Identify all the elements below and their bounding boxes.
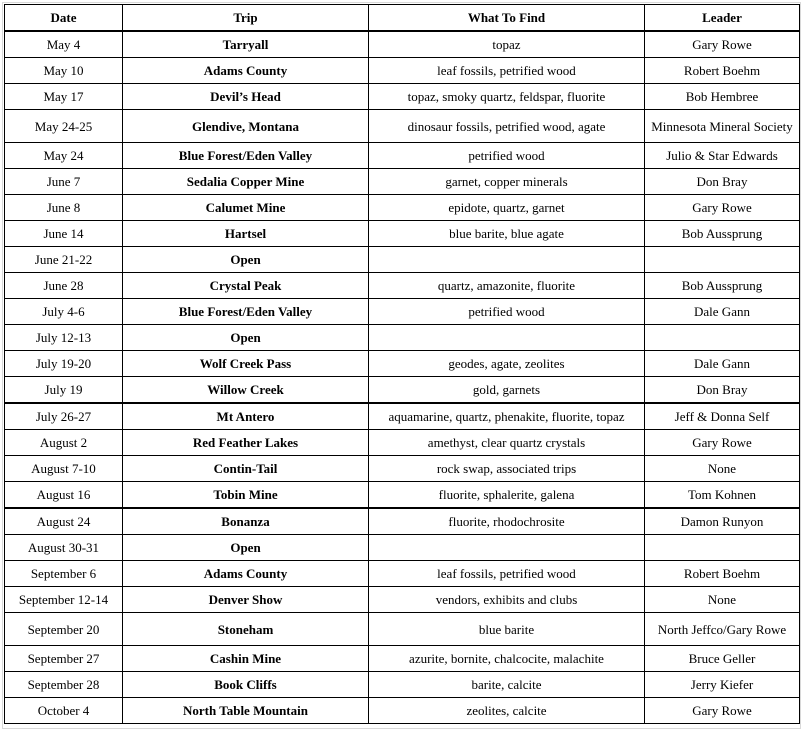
cell-leader: Bob Hembree (645, 84, 800, 110)
cell-trip: Contin-Tail (123, 456, 369, 482)
cell-date: June 21-22 (5, 247, 123, 273)
cell-what-to-find: rock swap, associated trips (369, 456, 645, 482)
cell-date: June 28 (5, 273, 123, 299)
cell-what-to-find (369, 325, 645, 351)
header-what-to-find: What To Find (369, 5, 645, 32)
table-row (5, 31, 800, 58)
cell-leader: None (645, 456, 800, 482)
cell-trip: Devil’s Head (123, 84, 369, 110)
cell-trip: Willow Creek (123, 377, 369, 404)
cell-date: September 6 (5, 561, 123, 587)
table-row (5, 482, 800, 509)
cell-trip: Blue Forest/Eden Valley (123, 143, 369, 169)
table-row (5, 221, 800, 247)
cell-trip: Adams County (123, 58, 369, 84)
cell-trip: Hartsel (123, 221, 369, 247)
cell-trip: Sedalia Copper Mine (123, 169, 369, 195)
header-leader: Leader (645, 5, 800, 32)
table-row (5, 273, 800, 299)
cell-leader: Robert Boehm (645, 58, 800, 84)
cell-leader: Minnesota Mineral Society (645, 110, 800, 143)
cell-leader: Gary Rowe (645, 698, 800, 724)
table-row (5, 247, 800, 273)
cell-leader (645, 535, 800, 561)
cell-leader: Gary Rowe (645, 31, 800, 58)
table-row (5, 403, 800, 430)
header-date: Date (5, 5, 123, 32)
cell-what-to-find: blue barite (369, 613, 645, 646)
cell-trip: Mt Antero (123, 403, 369, 430)
cell-trip: Book Cliffs (123, 672, 369, 698)
cell-trip: Open (123, 535, 369, 561)
cell-date: September 12-14 (5, 587, 123, 613)
cell-date: September 28 (5, 672, 123, 698)
cell-trip: Denver Show (123, 587, 369, 613)
table-row (5, 84, 800, 110)
table-row (5, 169, 800, 195)
cell-trip: Glendive, Montana (123, 110, 369, 143)
cell-leader: Don Bray (645, 377, 800, 404)
cell-leader: Dale Gann (645, 299, 800, 325)
table-row (5, 613, 800, 646)
cell-leader: Don Bray (645, 169, 800, 195)
cell-leader: Julio & Star Edwards (645, 143, 800, 169)
cell-what-to-find: leaf fossils, petrified wood (369, 58, 645, 84)
table-row (5, 587, 800, 613)
cell-date: June 7 (5, 169, 123, 195)
cell-what-to-find: gold, garnets (369, 377, 645, 404)
cell-what-to-find: barite, calcite (369, 672, 645, 698)
cell-date: July 19-20 (5, 351, 123, 377)
cell-what-to-find: blue barite, blue agate (369, 221, 645, 247)
field-trip-schedule-table (4, 4, 800, 724)
cell-trip: Stoneham (123, 613, 369, 646)
cell-what-to-find: fluorite, sphalerite, galena (369, 482, 645, 509)
cell-date: August 24 (5, 508, 123, 535)
cell-what-to-find: leaf fossils, petrified wood (369, 561, 645, 587)
cell-date: August 2 (5, 430, 123, 456)
cell-what-to-find: petrified wood (369, 299, 645, 325)
cell-what-to-find: geodes, agate, zeolites (369, 351, 645, 377)
cell-trip: Crystal Peak (123, 273, 369, 299)
cell-date: August 16 (5, 482, 123, 509)
cell-trip: Wolf Creek Pass (123, 351, 369, 377)
table-row (5, 58, 800, 84)
cell-trip: Bonanza (123, 508, 369, 535)
cell-date: July 4-6 (5, 299, 123, 325)
cell-date: May 4 (5, 31, 123, 58)
cell-what-to-find: zeolites, calcite (369, 698, 645, 724)
cell-trip: Tobin Mine (123, 482, 369, 509)
cell-date: June 8 (5, 195, 123, 221)
cell-what-to-find (369, 247, 645, 273)
cell-trip: Blue Forest/Eden Valley (123, 299, 369, 325)
table-row (5, 430, 800, 456)
cell-leader: None (645, 587, 800, 613)
cell-date: June 14 (5, 221, 123, 247)
cell-date: May 17 (5, 84, 123, 110)
cell-what-to-find (369, 535, 645, 561)
header-row (5, 5, 800, 32)
cell-trip: North Table Mountain (123, 698, 369, 724)
cell-leader: Bob Aussprung (645, 273, 800, 299)
table-row (5, 351, 800, 377)
cell-what-to-find: petrified wood (369, 143, 645, 169)
cell-what-to-find: topaz (369, 31, 645, 58)
cell-date: August 7-10 (5, 456, 123, 482)
cell-what-to-find: fluorite, rhodochrosite (369, 508, 645, 535)
cell-leader: Tom Kohnen (645, 482, 800, 509)
table-row (5, 508, 800, 535)
cell-what-to-find: epidote, quartz, garnet (369, 195, 645, 221)
cell-what-to-find: amethyst, clear quartz crystals (369, 430, 645, 456)
cell-leader: Bob Aussprung (645, 221, 800, 247)
cell-leader: Jeff & Donna Self (645, 403, 800, 430)
table-row (5, 561, 800, 587)
cell-leader: North Jeffco/Gary Rowe (645, 613, 800, 646)
table-row (5, 456, 800, 482)
cell-date: September 20 (5, 613, 123, 646)
cell-date: September 27 (5, 646, 123, 672)
table-row (5, 698, 800, 724)
cell-leader: Bruce Geller (645, 646, 800, 672)
cell-date: July 12-13 (5, 325, 123, 351)
cell-trip: Adams County (123, 561, 369, 587)
cell-what-to-find: aquamarine, quartz, phenakite, fluorite, topaz (369, 403, 645, 430)
cell-trip: Tarryall (123, 31, 369, 58)
cell-what-to-find: vendors, exhibits and clubs (369, 587, 645, 613)
cell-what-to-find: azurite, bornite, chalcocite, malachite (369, 646, 645, 672)
table-body (5, 31, 800, 724)
table-row (5, 672, 800, 698)
cell-trip: Open (123, 325, 369, 351)
cell-date: May 24 (5, 143, 123, 169)
cell-date: July 26-27 (5, 403, 123, 430)
cell-date: October 4 (5, 698, 123, 724)
cell-trip: Red Feather Lakes (123, 430, 369, 456)
header-trip: Trip (123, 5, 369, 32)
cell-what-to-find: topaz, smoky quartz, feldspar, fluorite (369, 84, 645, 110)
cell-trip: Calumet Mine (123, 195, 369, 221)
table-row (5, 110, 800, 143)
cell-date: May 24-25 (5, 110, 123, 143)
cell-leader: Dale Gann (645, 351, 800, 377)
cell-what-to-find: garnet, copper minerals (369, 169, 645, 195)
cell-leader: Robert Boehm (645, 561, 800, 587)
cell-leader: Gary Rowe (645, 195, 800, 221)
cell-leader (645, 325, 800, 351)
cell-leader: Jerry Kiefer (645, 672, 800, 698)
table-row (5, 299, 800, 325)
cell-leader: Damon Runyon (645, 508, 800, 535)
cell-leader: Gary Rowe (645, 430, 800, 456)
cell-date: August 30-31 (5, 535, 123, 561)
table-row (5, 195, 800, 221)
cell-date: May 10 (5, 58, 123, 84)
table-header (5, 5, 800, 32)
cell-what-to-find: dinosaur fossils, petrified wood, agate (369, 110, 645, 143)
cell-leader (645, 247, 800, 273)
table-row (5, 325, 800, 351)
cell-date: July 19 (5, 377, 123, 404)
table-row (5, 535, 800, 561)
table-row (5, 143, 800, 169)
table-row (5, 646, 800, 672)
table-row (5, 377, 800, 404)
cell-trip: Cashin Mine (123, 646, 369, 672)
cell-trip: Open (123, 247, 369, 273)
cell-what-to-find: quartz, amazonite, fluorite (369, 273, 645, 299)
